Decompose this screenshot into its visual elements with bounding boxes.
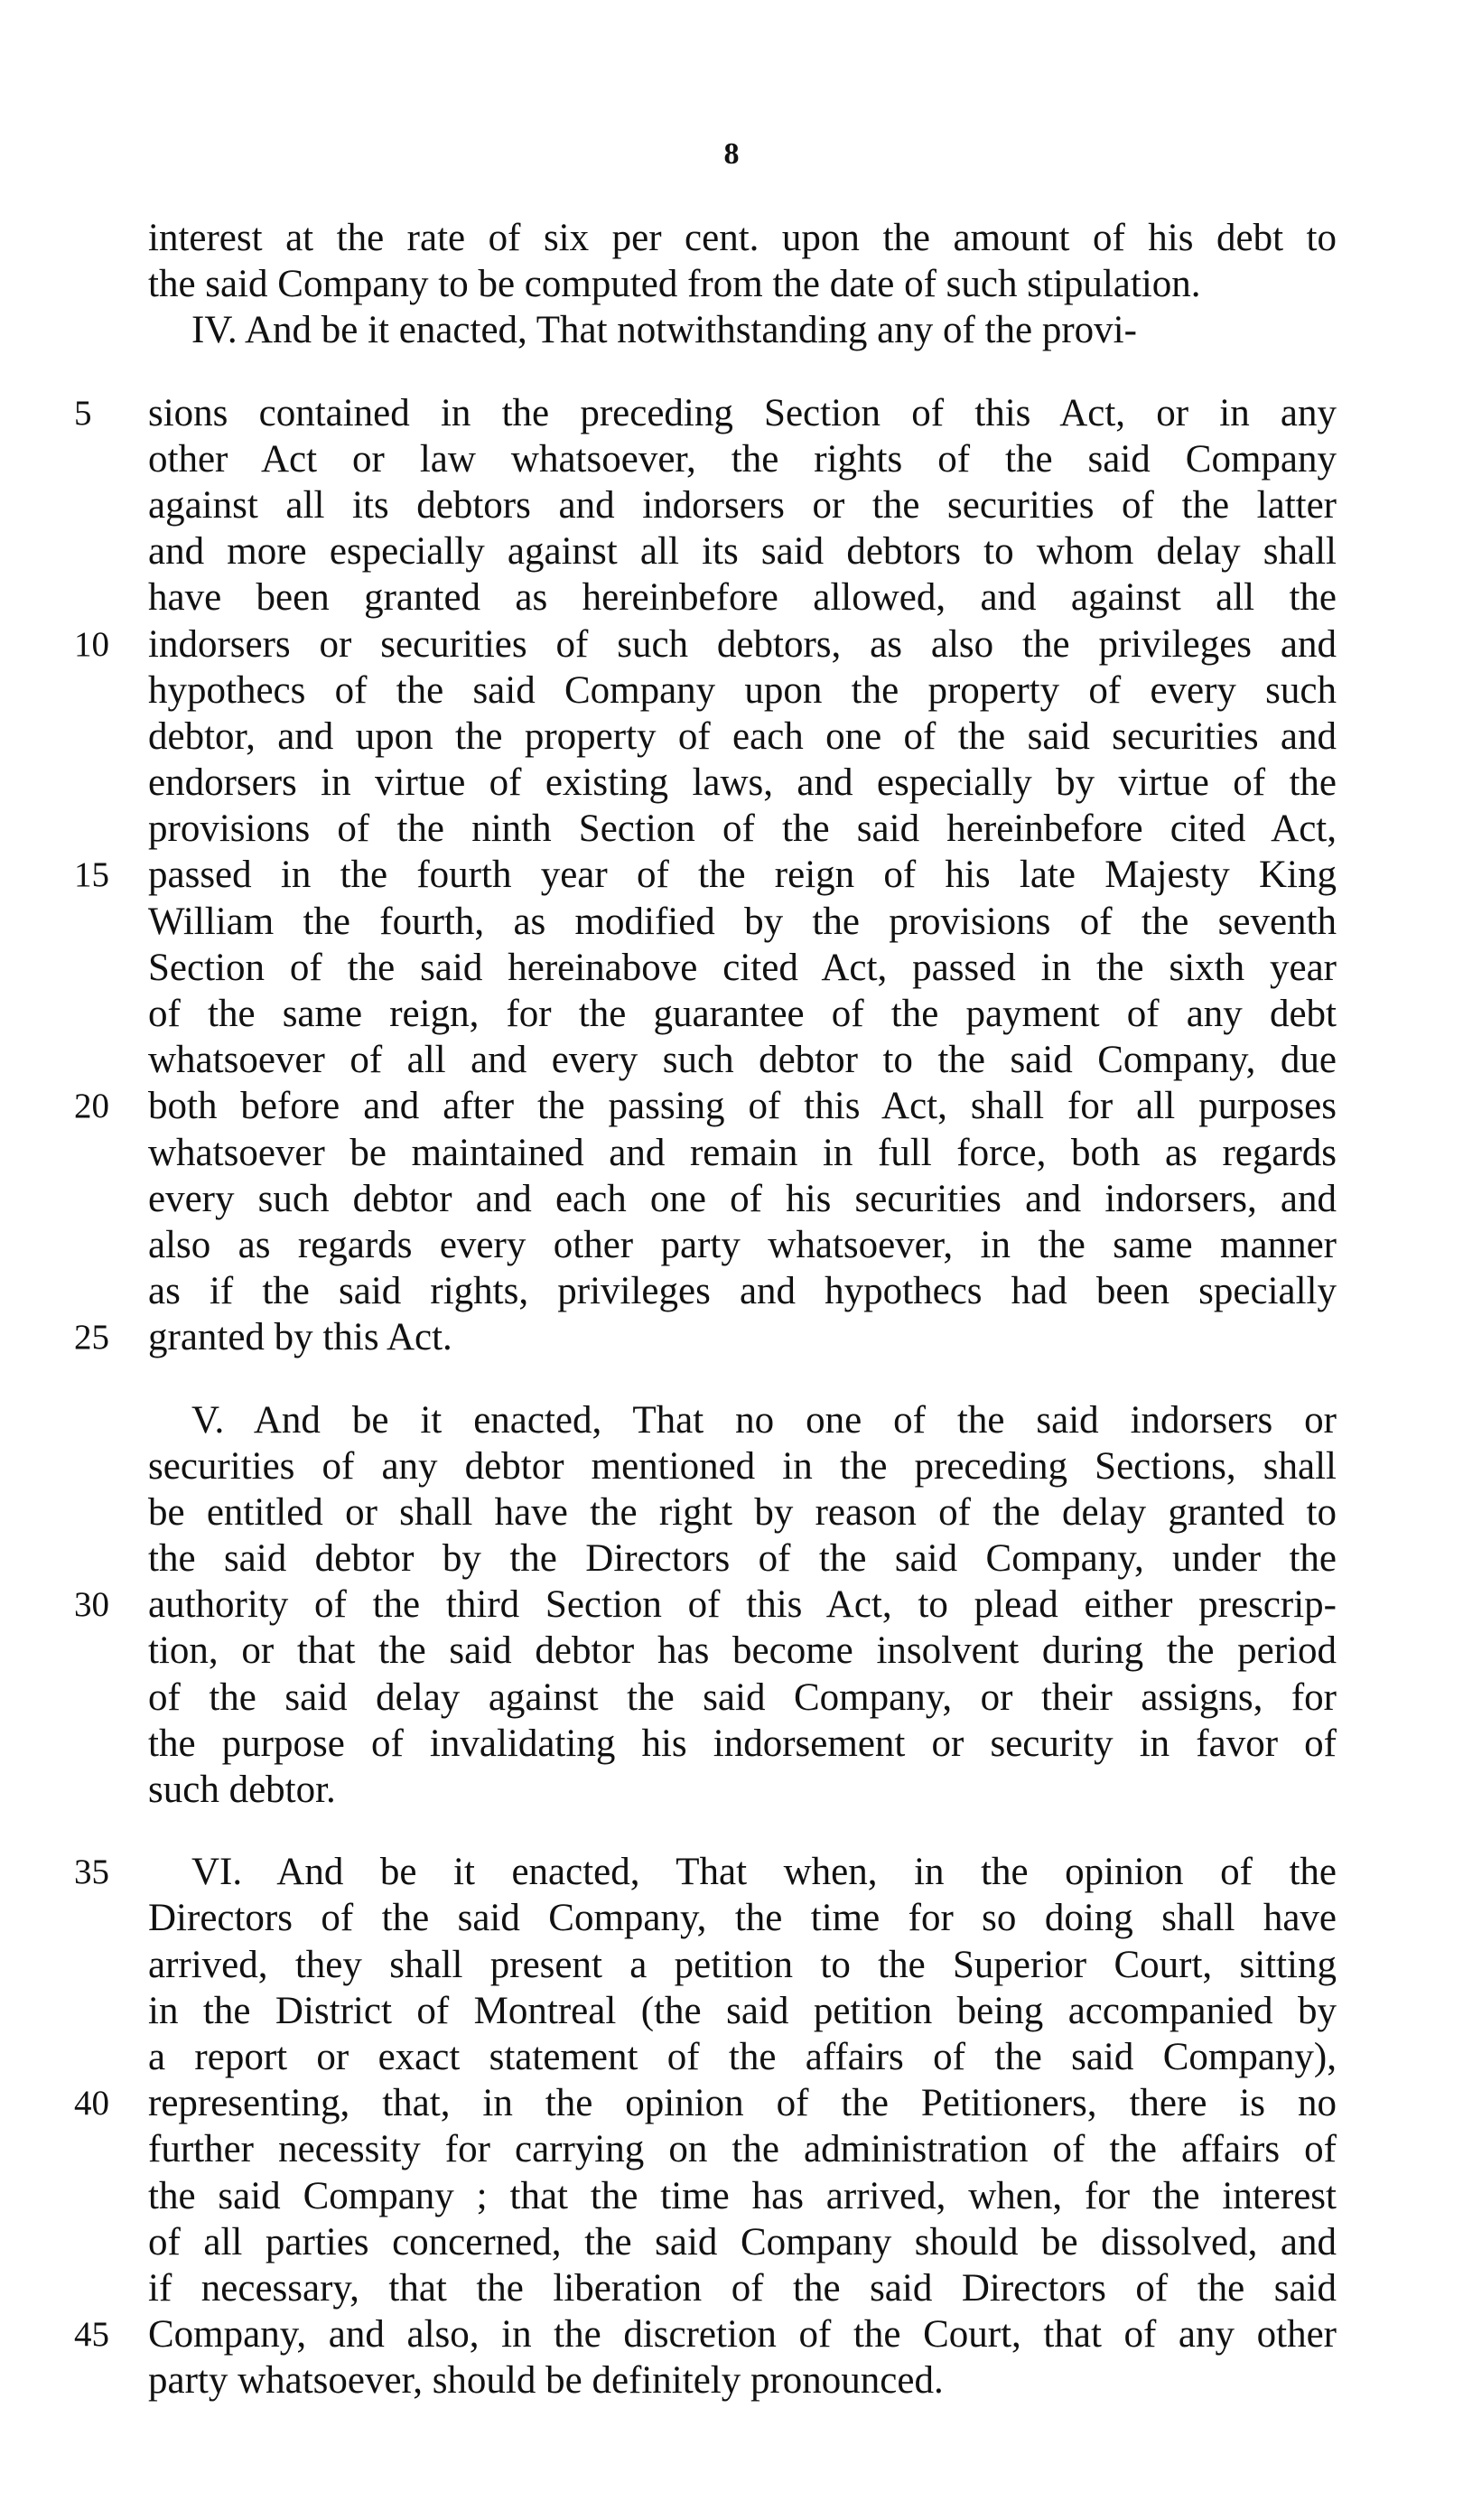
text-line: [148, 667, 1337, 714]
line-number: 45: [74, 2315, 109, 2355]
line-text: tion, or that the said debtor has become insolvent during the period: [148, 1629, 1337, 1673]
text-line: [148, 261, 1337, 307]
text-line: [148, 1130, 1337, 1176]
text-line: [148, 1721, 1337, 1767]
line-number: 5: [74, 393, 92, 433]
text-line: [74, 2080, 1337, 2126]
line-text: VI. And be it enacted, That when, in the opinion of the: [191, 1851, 1337, 1894]
text-line: [148, 1988, 1337, 2034]
text-line: [148, 1489, 1337, 1535]
text-line: [148, 2357, 1337, 2403]
line-text: every such debtor and each one of his securities and indorsers, and: [148, 1177, 1337, 1220]
text-line: [74, 1083, 1337, 1129]
line-text: the said Company to be computed from the date of such stipulation.: [148, 263, 1201, 306]
line-number: 40: [74, 2084, 109, 2123]
line-text: indorsers or securities of such debtors, as also the privileges and: [148, 622, 1337, 666]
text-line: [148, 574, 1337, 621]
text-line: [74, 390, 1337, 436]
text-line: [148, 2265, 1337, 2311]
line-text: Company, and also, in the discretion of the Court, that of any other: [148, 2313, 1337, 2357]
text-line: [148, 528, 1337, 574]
line-text: both before and after the passing of this Act, shall for all purposes: [148, 1085, 1337, 1128]
line-text: if necessary, that the liberation of the said Directors of the said: [148, 2266, 1337, 2310]
text-line: [148, 714, 1337, 760]
line-text: such debtor.: [148, 1769, 336, 1811]
line-text: be entitled or shall have the right by reason of the delay granted to: [148, 1490, 1337, 1534]
line-text: the purpose of invalidating his indorsement or security in favor of: [148, 1722, 1337, 1765]
text-line: [148, 1222, 1337, 1268]
line-text: of the said delay against the said Company, or their assigns, for: [148, 1675, 1337, 1719]
text-line: [74, 852, 1337, 898]
line-text: arrived, they shall present a petition to the Superior Court, sitting: [148, 1943, 1337, 1986]
line-text: other Act or law whatsoever, the rights of the said Company: [148, 437, 1337, 481]
line-text: have been granted as hereinbefore allowed, and against all the: [148, 576, 1337, 620]
text-column: [74, 215, 1337, 2403]
line-text: a report or exact statement of the affairs of the said Company),: [148, 2035, 1337, 2078]
line-text: in the District of Montreal (the said petition being accompanied by: [148, 1989, 1337, 2032]
line-text: debtor, and upon the property of each one of the said securities and: [148, 714, 1337, 758]
line-text: party whatsoever, should be definitely pronounced.: [148, 2359, 944, 2403]
text-line: [148, 2219, 1337, 2265]
text-line: [148, 945, 1337, 991]
line-text: hypothecs of the said Company upon the property of every such: [148, 668, 1337, 712]
text-line: [148, 1628, 1337, 1674]
line-text: passed in the fourth year of the reign of his late Majesty King: [148, 854, 1337, 897]
text-line: [148, 1942, 1337, 1988]
line-text: whatsoever of all and every such debtor to the said Company, due: [148, 1039, 1337, 1082]
line-number: 10: [74, 624, 109, 664]
paragraph-section-iv-continued: [74, 390, 1337, 1361]
line-text: endorsers in virtue of existing laws, and especially by virtue of the: [148, 761, 1337, 805]
line-text: authority of the third Section of this Act, to plead either prescrip-: [148, 1583, 1337, 1627]
text-line: [74, 1582, 1337, 1628]
line-text: whatsoever be maintained and remain in full force, both as regards: [148, 1131, 1337, 1174]
line-text: the said debtor by the Directors of the said Company, under the: [148, 1537, 1337, 1581]
text-line: [148, 1037, 1337, 1083]
text-line: [74, 1849, 1337, 1895]
line-number: 30: [74, 1585, 109, 1625]
line-text: IV. And be it enacted, That notwithstanding any of the provi-: [191, 309, 1137, 352]
paragraph-section-vi: [74, 1849, 1337, 2403]
line-text: sions contained in the preceding Section of this Act, or in any: [148, 391, 1337, 434]
line-text: the said Company ; that the time has arrived, when, for the interest: [148, 2174, 1337, 2217]
line-text: further necessity for carrying on the administration of the affairs of: [148, 2128, 1337, 2171]
line-text: also as regards every other party whatsoever, in the same manner: [148, 1223, 1337, 1266]
text-line: [148, 436, 1337, 482]
line-text: William the fourth, as modified by the provisions of the seventh: [148, 900, 1337, 943]
paragraph-section-v: [74, 1397, 1337, 1814]
text-line: [148, 1443, 1337, 1489]
paragraph-section-iv: [148, 307, 1337, 353]
line-text: as if the said rights, privileges and hypothecs had been specially: [148, 1270, 1337, 1313]
line-text: securities of any debtor mentioned in the preceding Sections, shall: [148, 1444, 1337, 1488]
text-line: [148, 1268, 1337, 1314]
line-text: granted by this Act.: [148, 1316, 452, 1359]
text-line: [148, 991, 1337, 1037]
line-text: against all its debtors and indorsers or the securities of the latter: [148, 483, 1337, 527]
line-number: 20: [74, 1087, 109, 1126]
text-line: [148, 482, 1337, 528]
line-text: Section of the said hereinabove cited Act, passed in the sixth year: [148, 946, 1337, 989]
text-line: [148, 1895, 1337, 1941]
text-line: [148, 215, 1337, 261]
line-number: 15: [74, 855, 109, 895]
text-line: [148, 307, 1337, 353]
text-line: [148, 2126, 1337, 2172]
text-line: [74, 2311, 1337, 2357]
text-line: [148, 806, 1337, 852]
text-line: [148, 1767, 1337, 1813]
line-number: 35: [74, 1853, 109, 1892]
text-line: [148, 760, 1337, 806]
line-text: V. And be it enacted, That no one of the said indorsers or: [191, 1398, 1337, 1442]
text-line: [148, 1675, 1337, 1721]
paragraph-continuation: [148, 215, 1337, 307]
line-text: and more especially against all its said debtors to whom delay shall: [148, 530, 1337, 574]
line-text: of all parties concerned, the said Company should be dissolved, and: [148, 2220, 1337, 2263]
line-text: representing, that, in the opinion of the Petitioners, there is no: [148, 2082, 1337, 2125]
line-text: Directors of the said Company, the time for so doing shall have: [148, 1897, 1337, 1940]
text-line: [148, 1397, 1337, 1443]
text-line: [74, 1314, 1337, 1360]
line-text: of the same reign, for the guarantee of the payment of any debt: [148, 993, 1337, 1035]
line-number: 25: [74, 1318, 109, 1358]
text-line: [148, 1176, 1337, 1222]
text-line: [148, 1535, 1337, 1582]
page-number: 8: [723, 137, 740, 171]
line-text: interest at the rate of six per cent. upon the amount of his debt to: [148, 217, 1337, 259]
text-line: [148, 899, 1337, 945]
text-line: [148, 2034, 1337, 2080]
text-line: [148, 2173, 1337, 2219]
line-text: provisions of the ninth Section of the said hereinbefore cited Act,: [148, 807, 1337, 851]
text-line: [74, 621, 1337, 667]
